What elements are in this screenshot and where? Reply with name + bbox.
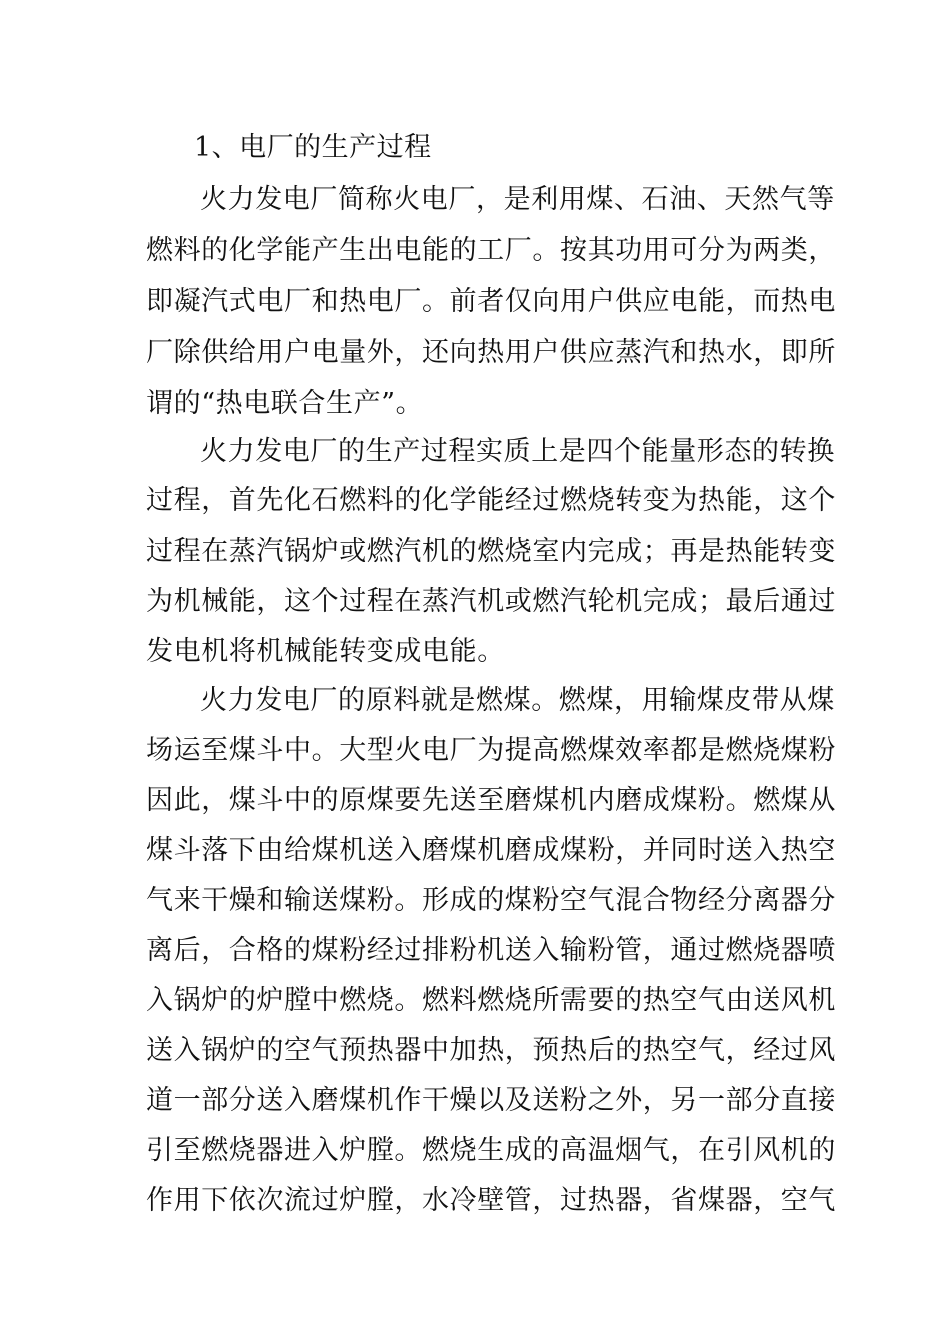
paragraph-1-line-3: 即凝汽式电厂和热电厂。前者仅向用户供应电能，而热电: [146, 286, 836, 317]
paragraph-3-line-5: 气来干燥和输送煤粉。形成的煤粉空气混合物经分离器分: [146, 885, 836, 916]
paragraph-3-line-11: 作用下依次流过炉膛，水冷壁管，过热器，省煤器，空气: [146, 1185, 836, 1216]
paragraph-2-line-5: 发电机将机械能转变成电能。: [146, 636, 505, 667]
paragraph-2-line-1: 火力发电厂的生产过程实质上是四个能量形态的转换: [200, 436, 835, 467]
paragraph-1-line-2: 燃料的化学能产生出电能的工厂。按其功用可分为两类，: [146, 235, 836, 266]
paragraph-3-line-9: 道一部分送入磨煤机作干燥以及送粉之外，另一部分直接: [146, 1085, 836, 1116]
paragraph-2-line-4: 为机械能，这个过程在蒸汽机或燃汽轮机完成；最后通过: [146, 586, 836, 617]
paragraph-3-line-2: 场运至煤斗中。大型火电厂为提高燃煤效率都是燃烧煤粉: [146, 735, 836, 766]
paragraph-3-line-1: 火力发电厂的原料就是燃煤。燃煤，用输煤皮带从煤: [200, 685, 835, 716]
paragraph-1-line-1: 火力发电厂简称火电厂，是利用煤、石油、天然气等: [200, 184, 835, 215]
paragraph-3-line-8: 送入锅炉的空气预热器中加热，预热后的热空气，经过风: [146, 1035, 836, 1066]
paragraph-3-line-6: 离后，合格的煤粉经过排粉机送入输粉管，通过燃烧器喷: [146, 935, 836, 966]
paragraph-3-line-7: 入锅炉的炉膛中燃烧。燃料燃烧所需要的热空气由送风机: [146, 985, 836, 1016]
paragraph-1-line-4: 厂除供给用户电量外，还向热用户供应蒸汽和热水，即所: [146, 337, 836, 368]
paragraph-3-line-4: 煤斗落下由给煤机送入磨煤机磨成煤粉，并同时送入热空: [146, 835, 836, 866]
paragraph-1-line-5: 谓的“热电联合生产”。: [146, 388, 424, 419]
paragraph-3-line-3: 因此，煤斗中的原煤要先送至磨煤机内磨成煤粉。燃煤从: [146, 785, 836, 816]
section-heading: 1、电厂的生产过程: [194, 132, 432, 163]
paragraph-3-line-10: 引至燃烧器进入炉膛。燃烧生成的高温烟气，在引风机的: [146, 1135, 836, 1166]
paragraph-2-line-3: 过程在蒸汽锅炉或燃汽机的燃烧室内完成；再是热能转变: [146, 536, 836, 567]
paragraph-2-line-2: 过程，首先化石燃料的化学能经过燃烧转变为热能，这个: [146, 485, 836, 516]
